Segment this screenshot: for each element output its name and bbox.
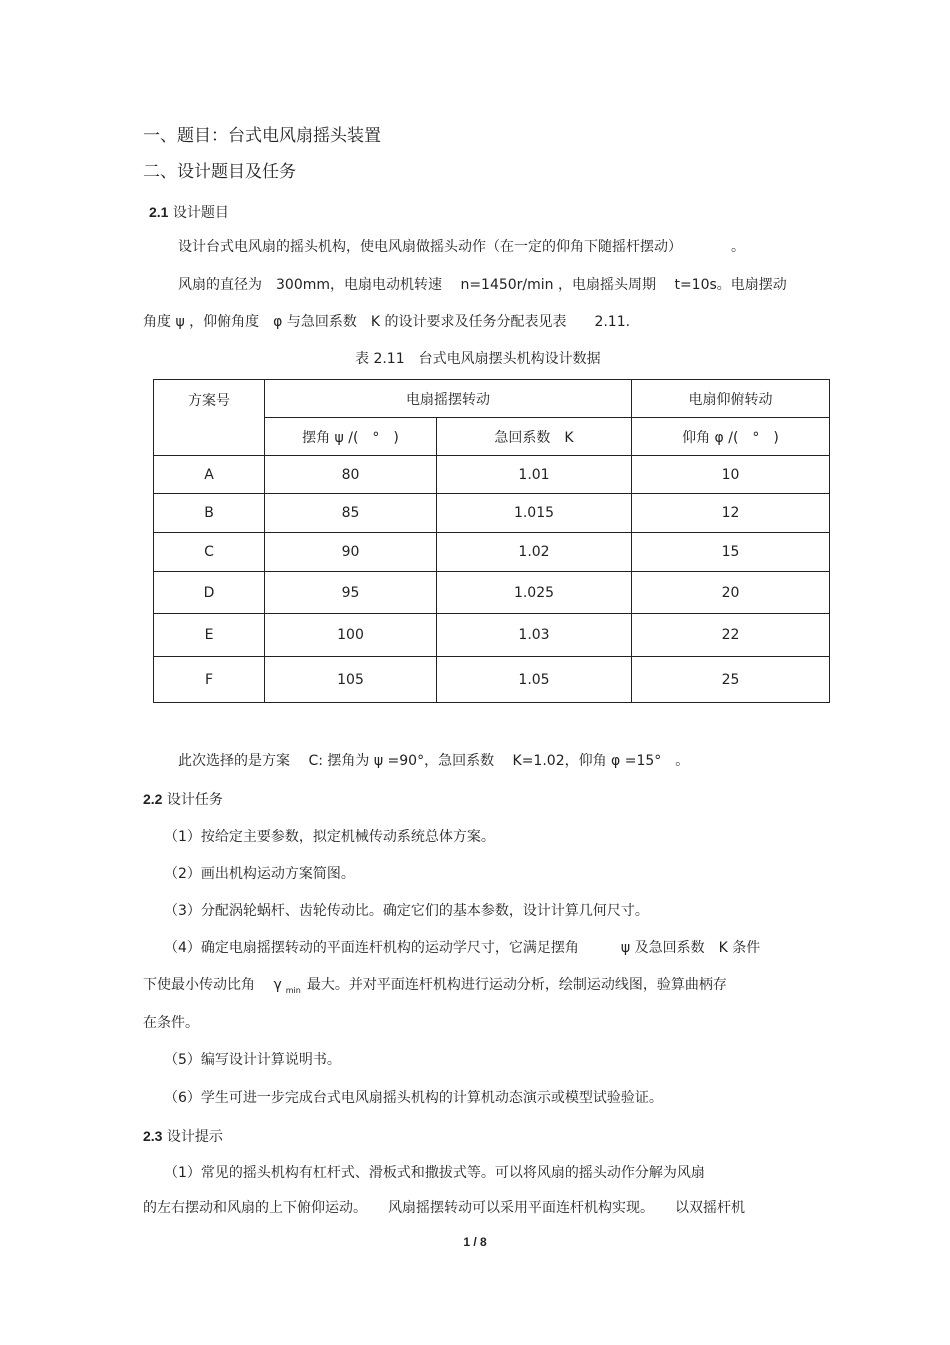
page-number: 1 / 8: [463, 1235, 487, 1249]
task-3: （3）分配涡轮蜗杆、齿轮传动比。确定它们的基本参数，设计计算几何尺寸。: [164, 903, 649, 919]
table-caption: 表 2.11 台式电风扇摆头机构设计数据: [355, 351, 601, 367]
cell-plan: A: [154, 456, 265, 494]
cell-plan: C: [154, 533, 265, 572]
task-4-text-pre: 下使最小传动比角 γ: [143, 977, 282, 993]
task-4-text-post: 最大。并对平面连杆机构进行运动分析，绘制运动线图，验算曲柄存: [306, 977, 727, 993]
section-2-3-heading: [143, 1126, 223, 1147]
table-row: [154, 533, 830, 572]
header-swing: 电扇摇摆转动: [265, 380, 632, 418]
cell-psi: 80: [265, 456, 437, 494]
table-row: [154, 657, 830, 703]
section-number: 2.1: [149, 204, 169, 220]
cell-phi: 15: [632, 533, 830, 572]
cell-plan: B: [154, 494, 265, 533]
cell-phi: 12: [632, 494, 830, 533]
section-title: 设计提示: [166, 1129, 223, 1145]
task-4-line-1: （4）确定电扇摇摆转动的平面连杆机构的运动学尺寸，它满足摆角 ψ 及急回系数 K 条件: [164, 940, 761, 956]
cell-k: 1.03: [437, 614, 632, 657]
section-number: 2.2: [143, 791, 163, 807]
cell-phi: 10: [632, 456, 830, 494]
cell-k: 1.025: [437, 572, 632, 614]
paragraph-2-line-2: 角度 ψ ，仰俯角度 φ 与急回系数 K 的设计要求及任务分配表见表 2.11.: [143, 314, 631, 330]
cell-phi: 22: [632, 614, 830, 657]
section-2-2-heading: [143, 789, 223, 810]
table-row: [154, 456, 830, 494]
paragraph-2-line-1: 风扇的直径为 300mm，电扇电动机转速 n=1450r/min ，电扇摇头周期 t=10s。电扇摆动: [178, 277, 787, 293]
header-plan: 方案号: [154, 380, 265, 456]
task-4-line-2: [143, 975, 727, 1001]
section-2-1-heading: [149, 202, 229, 223]
heading-1: 一、题目：台式电风扇摇头装置: [143, 126, 381, 146]
hint-1-line-1: （1）常见的摇头机构有杠杆式、滑板式和撒拔式等。可以将风扇的摇头动作分解为风扇: [164, 1165, 705, 1181]
heading-2: 二、设计题目及任务: [143, 162, 296, 182]
min-subscript: min: [285, 985, 301, 995]
cell-k: 1.05: [437, 657, 632, 703]
cell-k: 1.02: [437, 533, 632, 572]
cell-psi: 95: [265, 572, 437, 614]
table-row: [154, 614, 830, 657]
task-5: （5）编写设计计算说明书。: [164, 1052, 341, 1068]
header-tilt-angle: 仰角 φ /( ° ): [632, 418, 830, 456]
header-tilt: 电扇仰俯转动: [632, 380, 830, 418]
cell-psi: 100: [265, 614, 437, 657]
task-1: （1）按给定主要参数，拟定机械传动系统总体方案。: [164, 829, 495, 845]
table-row: [154, 572, 830, 614]
cell-k: 1.015: [437, 494, 632, 533]
section-number: 2.3: [143, 1128, 163, 1144]
design-data-table: [153, 379, 830, 703]
section-title: 设计题目: [172, 205, 229, 221]
header-return-coefficient: 急回系数 K: [437, 418, 632, 456]
task-4-line-3: 在条件。: [143, 1015, 199, 1031]
cell-plan: F: [154, 657, 265, 703]
table-header-row: [154, 380, 830, 418]
header-swing-angle: 摆角 ψ /( ° ): [265, 418, 437, 456]
cell-psi: 85: [265, 494, 437, 533]
cell-phi: 20: [632, 572, 830, 614]
task-6: （6）学生可进一步完成台式电风扇摇头机构的计算机动态演示或模型试验验证。: [164, 1090, 663, 1106]
section-title: 设计任务: [166, 792, 223, 808]
cell-plan: E: [154, 614, 265, 657]
cell-psi: 105: [265, 657, 437, 703]
choice-line: 此次选择的是方案 C: 摆角为 ψ =90°，急回系数 K=1.02，仰角 φ =15° 。: [178, 753, 690, 769]
task-2: （2）画出机构运动方案简图。: [164, 866, 355, 882]
table-row: [154, 494, 830, 533]
paragraph-1: 设计台式电风扇的摇头机构，使电风扇做摇头动作（在一定的仰角下随摇杆摆动） 。: [178, 239, 745, 255]
cell-k: 1.01: [437, 456, 632, 494]
cell-phi: 25: [632, 657, 830, 703]
hint-1-line-2: 的左右摆动和风扇的上下俯仰运动。 风扇摇摆转动可以采用平面连杆机构实现。 以双摇杆机: [143, 1200, 745, 1216]
cell-psi: 90: [265, 533, 437, 572]
cell-plan: D: [154, 572, 265, 614]
